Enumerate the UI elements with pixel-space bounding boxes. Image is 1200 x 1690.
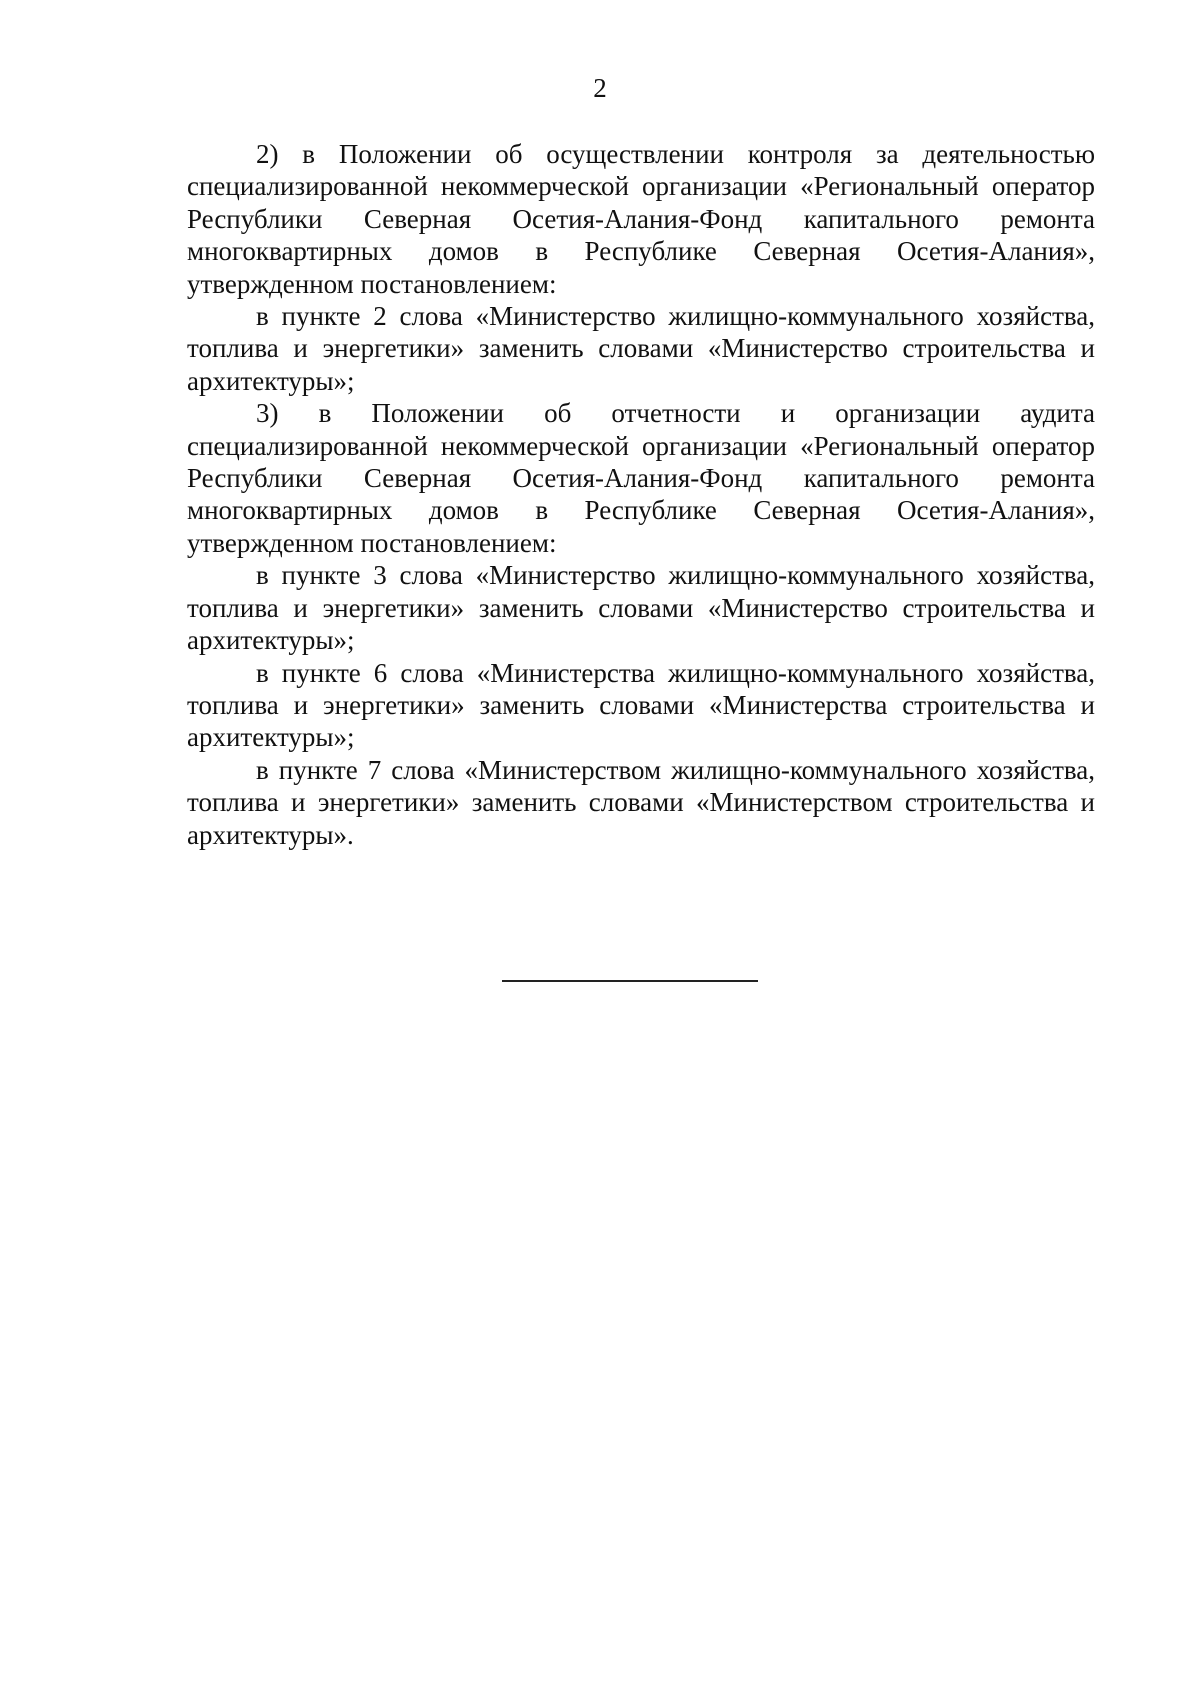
- paragraph-point-6-amendment: в пункте 6 слова «Министерства жилищно-коммунального хозяйства, топлива и энергетики» заменить словами «Министерства строительства и архитектуры»;: [187, 657, 1095, 753]
- paragraph-point-7-amendment: в пункте 7 слова «Министерством жилищно-коммунального хозяйства, топлива и энергетики» заменить словами «Министерством строительства и архитектуры».: [187, 754, 1095, 850]
- paragraph-point-3-amendment: в пункте 3 слова «Министерство жилищно-коммунального хозяйства, топлива и энергетики» заменить словами «Министерство строительства и архитектуры»;: [187, 560, 1095, 656]
- paragraph-point-2-amendment: в пункте 2 слова «Министерство жилищно-коммунального хозяйства, топлива и энергетики» заменить словами «Министерство строительства и архитектуры»;: [187, 301, 1095, 396]
- paragraph-item-3: 3) в Положении об отчетности и организации аудита специализированной некоммерческой организации «Региональный оператор Республики Северная Осетия-Алания-Фонд капитального ремонта многоквартирных домов в Республике Северная Осетия-Алания», утвержденном постановлением:: [187, 398, 1095, 558]
- paragraph-item-2: 2) в Положении об осуществлении контроля за деятельностью специализированной некоммерческой организации «Региональный оператор Республики Северная Осетия-Алания-Фонд капитального ремонта многоквартирных домов в Республике Северная Осетия-Алания», утвержденном постановлением:: [187, 139, 1095, 299]
- page-number: 2: [593, 73, 607, 103]
- document-body: [187, 138, 1095, 851]
- end-divider-line: [502, 980, 758, 982]
